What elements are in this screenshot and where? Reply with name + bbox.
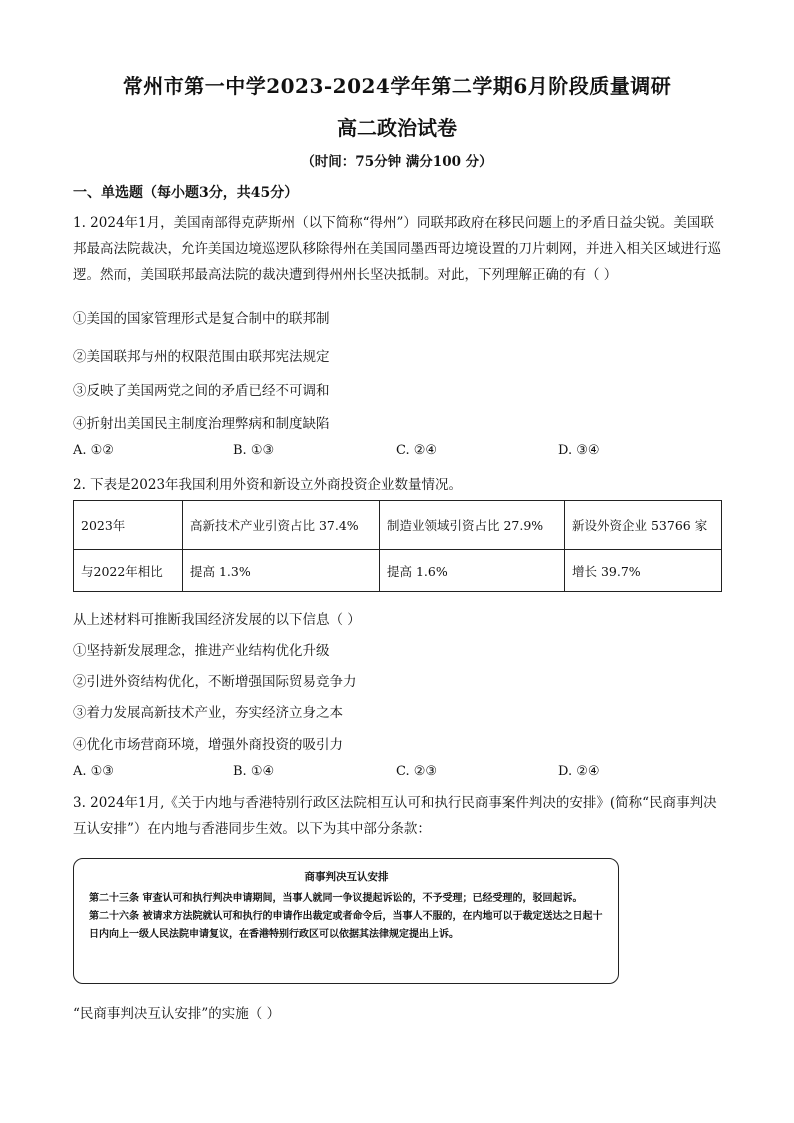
- table-cell: 新设外资企业 53766 家: [565, 501, 722, 550]
- question-1-item-1: ①美国的国家管理形式是复合制中的联邦制: [73, 311, 330, 327]
- question-2-item-2: ②引进外资结构优化，不断增强国际贸易竞争力: [73, 674, 357, 690]
- question-1-option-b[interactable]: B. ①③: [233, 443, 275, 458]
- exam-title: 常州市第一中学2023-2024学年第二学期6月阶段质量调研: [122, 74, 672, 98]
- question-2-item-4: ④优化市场营商环境，增强外商投资的吸引力: [73, 737, 343, 753]
- question-2-item-1: ①坚持新发展理念，推进产业结构优化升级: [73, 643, 330, 659]
- table-cell: 2023年: [74, 501, 183, 550]
- question-1-option-a[interactable]: A. ①②: [73, 443, 114, 458]
- table-cell: 制造业领域引资占比 27.9%: [380, 501, 565, 550]
- question-1-item-2: ②美国联邦与州的权限范围由联邦宪法规定: [73, 349, 330, 365]
- exam-subject-title: 高二政治试卷: [337, 116, 457, 140]
- question-1-stem: 1. 2024年1月，美国南部得克萨斯州（以下简称“得州”）同联邦政府在移民问题上的矛盾日益尖锐。美国联邦最高法院裁决，允许美国边境巡逻队移除得州在美国同墨西哥边境设置的刀片刺网，并进入相关区域进行巡逻。然而，美国联邦最高法院的裁决遭到得州州长坚决抵制。对此，下列理解正确的有（ ）: [73, 215, 721, 283]
- table-row: [74, 501, 722, 550]
- clause-23: 第二十三条 审查认可和执行判决申请期间，当事人就同一争议提起诉讼的，不予受理；已经受理的，驳回起诉。: [89, 893, 583, 904]
- clause-26: 第二十六条 被请求方法院就认可和执行的申请作出裁定或者命令后，当事人不服的，在内地可以于裁定送达之日起十日内向上一级人民法院申请复议，在香港特别行政区可以依据其法律规定提出上诉。: [89, 911, 603, 940]
- table-cell: 提高 1.3%: [183, 550, 380, 592]
- question-2-option-b[interactable]: B. ①④: [233, 764, 275, 779]
- section-heading: 一、单选题（每小题3分，共45分）: [73, 185, 299, 201]
- exam-time-info: （时间：75分钟 满分100 分）: [301, 154, 493, 170]
- table-cell: 高新技术产业引资占比 37.4%: [183, 501, 380, 550]
- question-1-item-4: ④折射出美国民主制度治理弊病和制度缺陷: [73, 416, 330, 432]
- question-2-option-d[interactable]: D. ②④: [558, 764, 600, 779]
- question-2-item-3: ③着力发展高新技术产业，夯实经济立身之本: [73, 705, 343, 721]
- question-1-item-3: ③反映了美国两党之间的矛盾已经不可调和: [73, 383, 330, 399]
- foreign-investment-table: [73, 500, 722, 592]
- clause-box-title: 商事判决互认安排: [304, 871, 389, 883]
- question-3-stem: 3. 2024年1月,《关于内地与香港特别行政区法院相互认可和执行民商事案件判决的安排》(简称“民商事判决互认安排”）在内地与香港同步生效。以下为其中部分条款：: [73, 795, 717, 837]
- clause-excerpt-box: [73, 858, 619, 984]
- table-row: [74, 550, 722, 592]
- question-1-option-c[interactable]: C. ②④: [396, 443, 438, 458]
- question-2-option-a[interactable]: A. ①③: [73, 764, 114, 779]
- table-cell: 提高 1.6%: [380, 550, 565, 592]
- table-cell: 增长 39.7%: [565, 550, 722, 592]
- question-3-lead: “民商事判决互认安排”的实施（ ）: [73, 1006, 281, 1022]
- question-1-option-d[interactable]: D. ③④: [558, 443, 600, 458]
- table-cell: 与2022年相比: [74, 550, 183, 592]
- question-2-option-c[interactable]: C. ②③: [396, 764, 438, 779]
- question-2-lead: 从上述材料可推断我国经济发展的以下信息（ ）: [73, 612, 361, 628]
- question-2-stem: 2. 下表是2023年我国利用外资和新设立外商投资企业数量情况。: [73, 477, 463, 493]
